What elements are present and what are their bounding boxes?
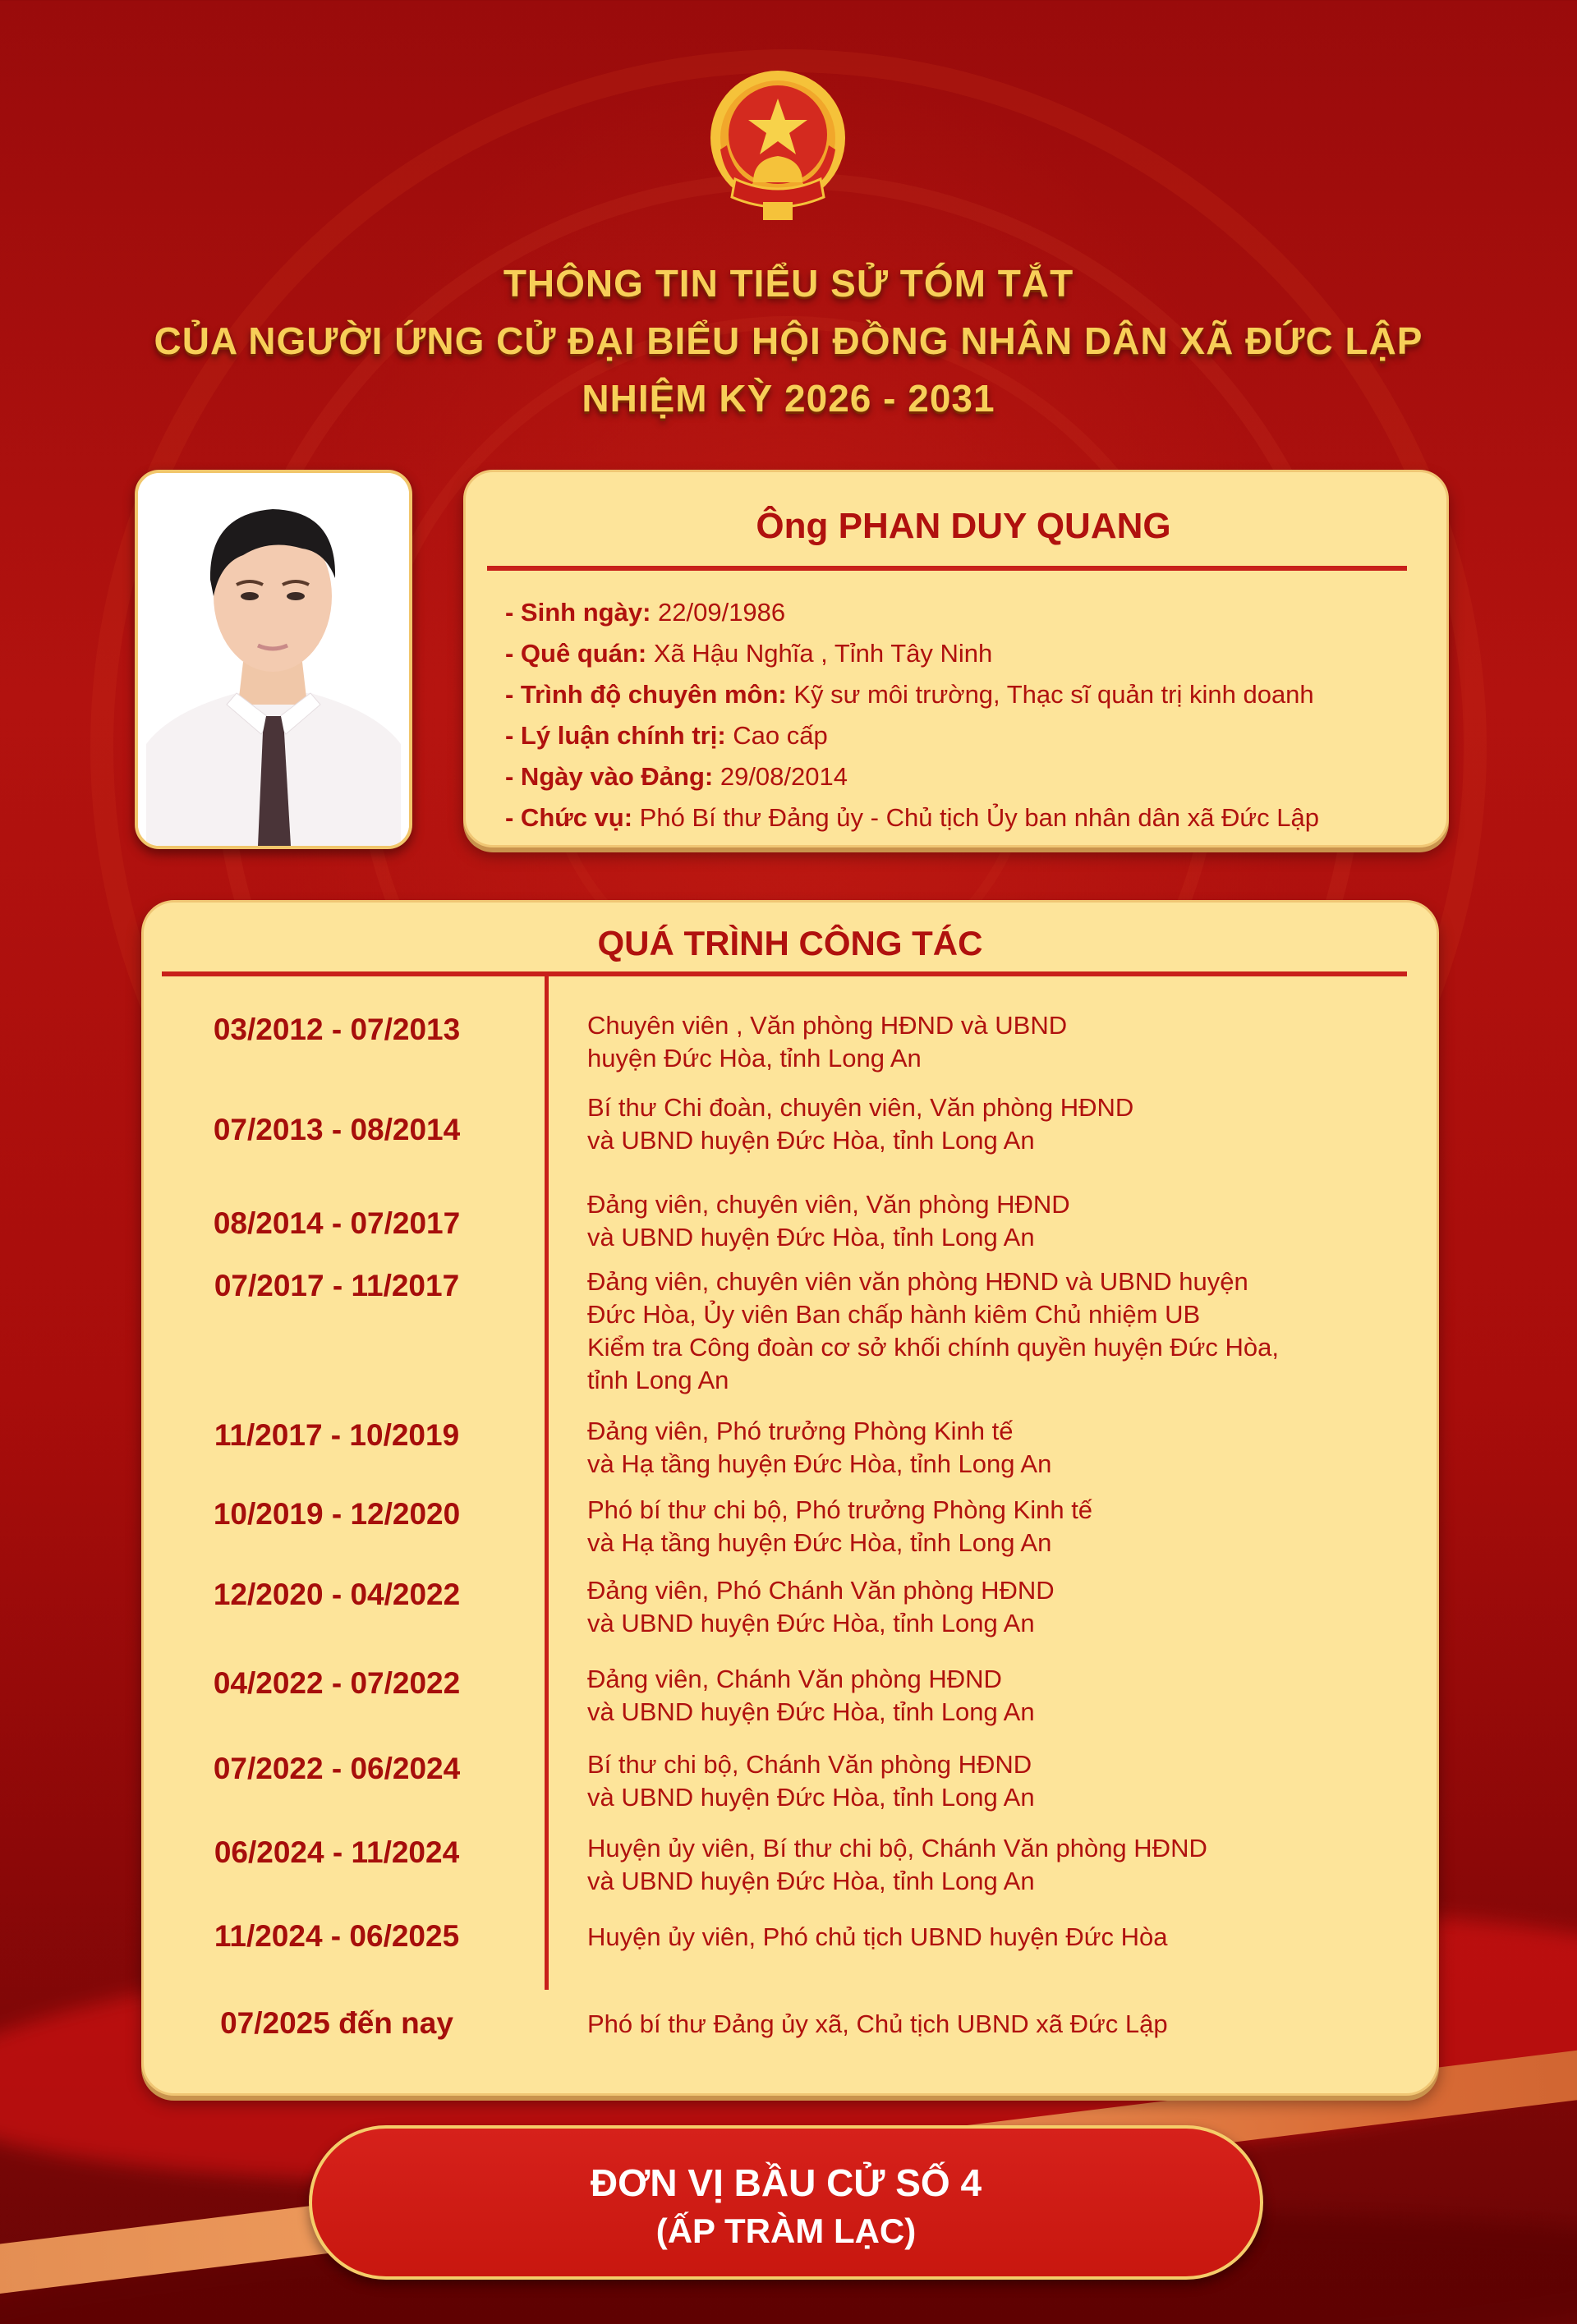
field-value: 22/09/1986 bbox=[651, 598, 786, 627]
desc-line: Bí thư chi bộ, Chánh Văn phòng HĐND bbox=[587, 1750, 1032, 1779]
desc-line: Huyện ủy viên, Bí thư chi bộ, Chánh Văn phòng HĐND bbox=[587, 1834, 1207, 1862]
title-line-2: CỦA NGƯỜI ỨNG CỬ ĐẠI BIỂU HỘI ĐỒNG NHÂN DÂN XÃ ĐỨC LẬP bbox=[154, 319, 1423, 362]
career-period: 10/2019 - 12/2020 bbox=[213, 1497, 461, 1531]
career-description bbox=[587, 1091, 1417, 1157]
career-title: QUÁ TRÌNH CÔNG TÁC bbox=[597, 924, 983, 962]
career-description bbox=[587, 1574, 1417, 1640]
desc-line: Huyện ủy viên, Phó chủ tịch UBND huyện Đức Hòa bbox=[587, 1922, 1168, 1951]
page-title bbox=[0, 255, 1577, 427]
info-hometown bbox=[505, 633, 1422, 674]
desc-line: Đảng viên, Chánh Văn phòng HĐND bbox=[587, 1665, 1002, 1693]
desc-line: và UBND huyện Đức Hòa, tỉnh Long An bbox=[587, 1126, 1035, 1155]
vietnam-national-emblem-icon bbox=[702, 67, 853, 223]
desc-line: Bí thư Chi đoàn, chuyên viên, Văn phòng HĐND bbox=[587, 1093, 1134, 1122]
desc-line: Chuyên viên , Văn phòng HĐND và UBND bbox=[587, 1011, 1068, 1040]
candidate-photo bbox=[135, 470, 412, 849]
career-description bbox=[587, 2008, 1417, 2041]
divider bbox=[162, 971, 1407, 976]
desc-line: và UBND huyện Đức Hòa, tỉnh Long An bbox=[587, 1697, 1035, 1726]
electoral-unit-area: (ẤP TRÀM LẠC) bbox=[655, 2211, 917, 2250]
info-political-theory bbox=[505, 715, 1422, 756]
desc-line: tỉnh Long An bbox=[587, 1366, 729, 1394]
candidate-name: Ông PHAN DUY QUANG bbox=[756, 506, 1171, 546]
field-value: Kỹ sư môi trường, Thạc sĩ quản trị kinh doanh bbox=[786, 680, 1314, 709]
desc-line: và Hạ tầng huyện Đức Hòa, tỉnh Long An bbox=[587, 1528, 1052, 1557]
career-description bbox=[587, 1832, 1417, 1898]
info-party-join-date bbox=[505, 756, 1422, 797]
info-birth-date bbox=[505, 592, 1422, 633]
career-period: 08/2014 - 07/2017 bbox=[213, 1206, 461, 1240]
desc-line: Đảng viên, Phó Chánh Văn phòng HĐND bbox=[587, 1576, 1055, 1605]
career-period: 07/2017 - 11/2017 bbox=[214, 1269, 460, 1302]
field-value: Phó Bí thư Đảng ủy - Chủ tịch Ủy ban nhân dân xã Đức Lập bbox=[632, 803, 1319, 832]
career-period: 06/2024 - 11/2024 bbox=[214, 1835, 460, 1869]
field-value: Cao cấp bbox=[725, 721, 828, 750]
career-description bbox=[587, 1415, 1417, 1481]
field-label: - Sinh ngày: bbox=[505, 598, 651, 627]
desc-line: Đảng viên, Phó trưởng Phòng Kinh tế bbox=[587, 1417, 1014, 1445]
field-label: - Ngày vào Đảng: bbox=[505, 762, 714, 791]
career-period: 07/2025 đến nay bbox=[220, 2006, 453, 2040]
career-period: 07/2022 - 06/2024 bbox=[213, 1752, 461, 1785]
field-label: - Lý luận chính trị: bbox=[505, 721, 726, 750]
career-period: 04/2022 - 07/2022 bbox=[213, 1666, 461, 1700]
divider bbox=[487, 566, 1407, 571]
desc-line: và Hạ tầng huyện Đức Hòa, tỉnh Long An bbox=[587, 1449, 1052, 1478]
desc-line: Phó bí thư chi bộ, Phó trưởng Phòng Kinh tế bbox=[587, 1495, 1093, 1524]
info-qualification bbox=[505, 674, 1422, 715]
desc-line: và UBND huyện Đức Hòa, tỉnh Long An bbox=[587, 1867, 1035, 1895]
field-value: Xã Hậu Nghĩa , Tỉnh Tây Ninh bbox=[646, 639, 993, 668]
desc-line: và UBND huyện Đức Hòa, tỉnh Long An bbox=[587, 1609, 1035, 1637]
column-divider bbox=[545, 976, 549, 1990]
field-label: - Quê quán: bbox=[505, 639, 647, 668]
desc-line: Đảng viên, chuyên viên, Văn phòng HĐND bbox=[587, 1190, 1070, 1219]
electoral-unit-number: ĐƠN VỊ BẦU CỬ SỐ 4 bbox=[590, 2161, 982, 2204]
electoral-unit-badge bbox=[309, 2125, 1263, 2280]
career-description bbox=[587, 1663, 1417, 1729]
desc-line: và UBND huyện Đức Hòa, tỉnh Long An bbox=[587, 1783, 1035, 1812]
desc-line: huyện Đức Hòa, tỉnh Long An bbox=[587, 1044, 922, 1072]
field-label: - Chức vụ: bbox=[505, 803, 633, 832]
career-description bbox=[587, 1188, 1417, 1254]
desc-line: Kiểm tra Công đoàn cơ sở khối chính quyền huyện Đức Hòa, bbox=[587, 1333, 1280, 1362]
career-period: 07/2013 - 08/2014 bbox=[213, 1113, 461, 1146]
career-description bbox=[587, 1265, 1417, 1397]
title-line-1: THÔNG TIN TIỂU SỬ TÓM TẮT bbox=[503, 262, 1074, 305]
field-value: 29/08/2014 bbox=[713, 762, 848, 791]
career-period: 11/2024 - 06/2025 bbox=[214, 1919, 460, 1953]
career-period: 11/2017 - 10/2019 bbox=[214, 1418, 460, 1452]
career-description bbox=[587, 1009, 1417, 1075]
desc-line: và UBND huyện Đức Hòa, tỉnh Long An bbox=[587, 1223, 1035, 1252]
desc-line: Đức Hòa, Ủy viên Ban chấp hành kiêm Chủ nhiệm UB bbox=[587, 1300, 1201, 1329]
career-description bbox=[587, 1748, 1417, 1814]
desc-line: Phó bí thư Đảng ủy xã, Chủ tịch UBND xã Đức Lập bbox=[587, 2009, 1168, 2038]
career-period: 03/2012 - 07/2013 bbox=[213, 1013, 461, 1046]
candidate-info-card bbox=[463, 470, 1449, 847]
career-description bbox=[587, 1921, 1417, 1954]
field-label: - Trình độ chuyên môn: bbox=[505, 680, 787, 709]
info-position bbox=[505, 797, 1422, 838]
career-period: 12/2020 - 04/2022 bbox=[213, 1578, 461, 1611]
career-history-card bbox=[141, 900, 1439, 2096]
title-line-3: NHIỆM KỲ 2026 - 2031 bbox=[582, 377, 995, 420]
career-description bbox=[587, 1494, 1417, 1559]
desc-line: Đảng viên, chuyên viên văn phòng HĐND và UBND huyện bbox=[587, 1267, 1248, 1296]
